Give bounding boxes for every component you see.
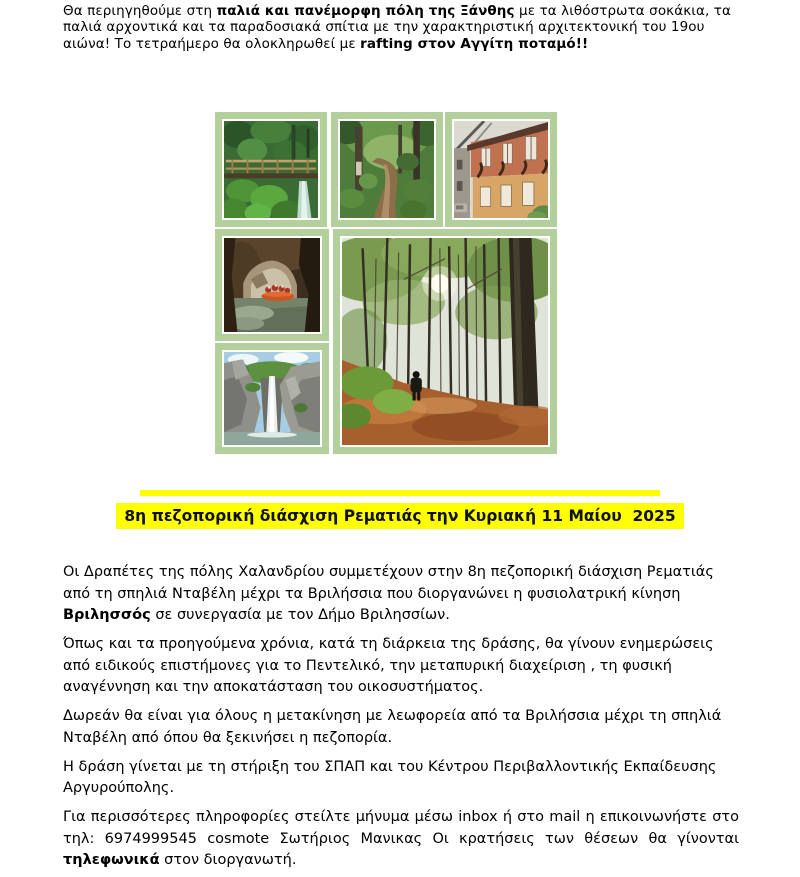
photo-forest-bridge (215, 112, 327, 227)
event-heading-block (0, 490, 800, 529)
photo-traditional-house (445, 112, 557, 227)
body-paragraphs (63, 562, 739, 877)
forest-trail-image (340, 121, 434, 218)
event-heading: 8η πεζοπορική διάσχιση Ρεματιάς την Κυριακή 11 Μαίου 2025 (116, 503, 683, 529)
photo-forest-trail (331, 112, 443, 227)
paragraph-contact-info: Για περισσότερες πληροφορίες στείλτε μήνυμα μέσω inbox ή στο mail η επικοινωνήστε στο τηλ: 6974999545 cosmote Σωτήριος Μανικας Οι κρατήσεις των θέσεων θα γίνονται τηλεφωνικά στον διοργανωτή. (63, 809, 739, 868)
cave-rafting-image (224, 238, 320, 332)
paragraph-experts-info: Όπως και τα προηγούμενα χρόνια, κατά τη διάρκεια της δράσης, θα γίνουν ενημερώσεις από ειδικούς επιστήμονες για το Πεντελικό, την μεταπυρική διαχείριση , τη φυσική αναγέννηση και την αποκατάσταση του οικοσυστήματος. (63, 636, 714, 695)
autumn-forest-hiker-image (342, 238, 548, 445)
intro-paragraph: Θα περιηγηθούμε στη παλιά και πανέμορφη πόλη της Ξάνθης με τα λιθόστρωτα σοκάκια, τα παλιά αρχοντικά και τα παραδοσιακά σπίτια με την χαρακτηριστική αρχιτεκτονική του 19ου αιώνα! Το τετραήμερο θα ολοκληρωθεί με rafting στον Αγγίτη ποταμό!! (63, 3, 731, 52)
highlight-strip (140, 490, 660, 496)
paragraph-free-transport: Δωρεάν θα είναι για όλους η μετακίνηση με λεωφορεία από τα Βριλήσσια μέχρι τη σπηλιά Νταβέλη από όπου θα ξεκινήσει η πεζοπορία. (63, 708, 722, 746)
paragraph-support: Η δράση γίνεται με τη στήριξη του ΣΠΑΠ και του Κέντρου Περιβαλλοντικής Εκπαίδευσης Αργυρούπολης. (63, 758, 717, 796)
photo-cave-rafting (215, 229, 329, 341)
traditional-house-image (454, 121, 548, 218)
waterfall-image (224, 352, 320, 445)
paragraph-participation: Οι Δραπέτες της πόλης Χαλανδρίου συμμετέχουν στην 8η πεζοπορική διάσχιση Ρεματιάς από τη σπηλιά Νταβέλη μέχρι τα Βριλήσσια που διοργανώνει η φυσιολατρική κίνηση Βριλησσός σε συνεργασία με τον Δήμο Βριλησσίων. (63, 564, 714, 623)
forest-bridge-image (224, 121, 318, 218)
photo-autumn-forest-hiker (333, 229, 557, 454)
photo-waterfall (215, 343, 329, 454)
